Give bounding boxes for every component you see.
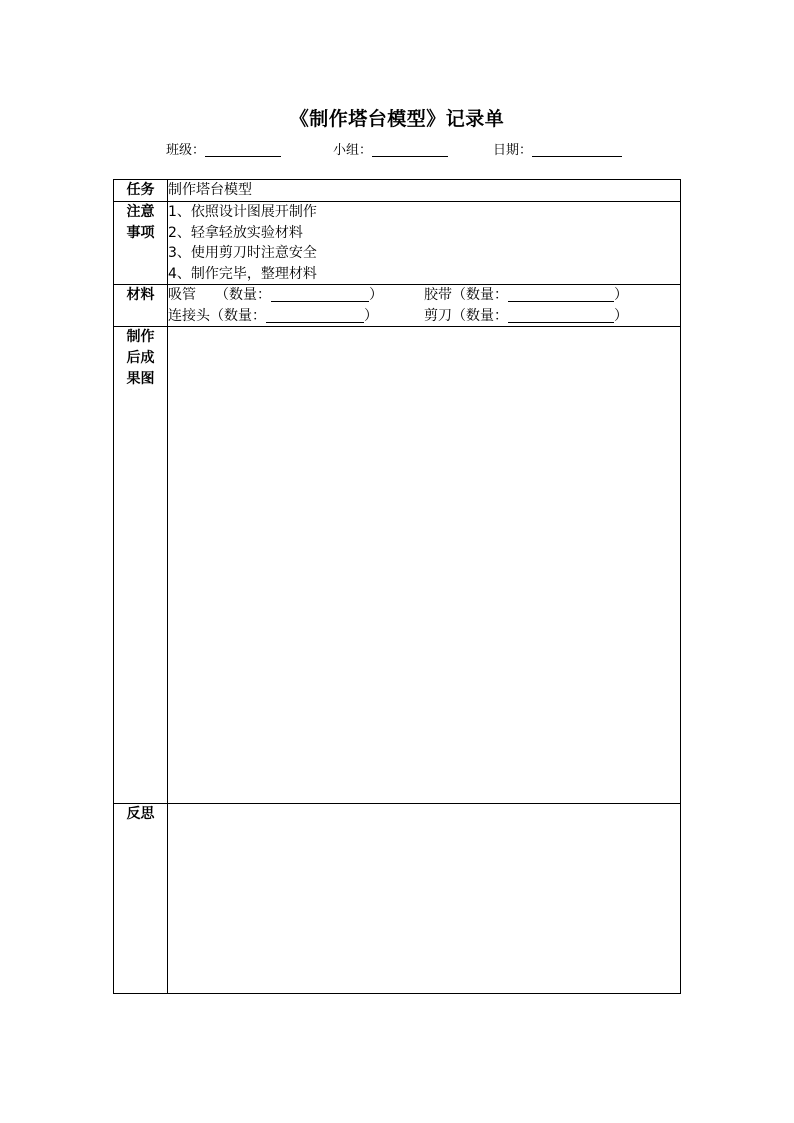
group-label: 小组： [333,143,373,158]
tape-qty-blank[interactable] [508,286,614,302]
qty-open: （数量： [452,307,508,324]
tape-entry [424,285,628,306]
class-label: 班级： [166,143,206,158]
scissors-entry [424,306,628,327]
qty-close: ） [614,307,628,324]
reflection-row [114,804,681,994]
scissors-qty-blank[interactable] [508,307,614,323]
straw-label: 吸管 [168,287,196,303]
qty-close: ） [364,307,378,324]
class-field [166,139,281,158]
notes-item: 2、轻拿轻放实验材料 [168,224,303,241]
straw-entry [168,285,383,306]
connector-label: 连接头 [168,307,210,324]
connector-qty-blank[interactable] [266,307,364,323]
header-fields [0,139,794,159]
straw-qty-blank[interactable] [271,286,369,302]
notes-label-line: 事项 [126,225,155,241]
task-value: 制作塔台模型 [168,180,681,202]
notes-row [114,202,681,285]
result-label-line: 制作 [126,329,155,345]
scissors-label: 剪刀 [424,307,452,324]
connector-entry [168,306,378,327]
qty-open: （数量： [215,287,271,303]
notes-label-line: 注意 [126,204,155,220]
result-drawing-area[interactable] [168,327,681,804]
result-label-line: 果图 [126,371,155,387]
notes-item: 4、制作完毕，整理材料 [168,265,317,282]
result-label-line: 后成 [126,350,155,366]
notes-list [168,202,681,285]
group-field [333,139,448,158]
materials-line [168,285,680,306]
record-table [113,179,681,994]
task-row [114,180,681,202]
qty-open: （数量： [210,307,266,324]
task-label: 任务 [114,180,168,202]
qty-close: ） [614,287,628,303]
qty-close: ） [369,287,383,303]
group-blank[interactable] [372,142,448,157]
qty-open: （数量： [452,287,508,303]
materials-cell [168,285,681,327]
result-row [114,327,681,804]
notes-item: 3、使用剪刀时注意安全 [168,245,317,261]
date-label: 日期： [493,143,533,158]
page-title: 《制作塔台模型》记录单 [289,108,505,130]
materials-line [168,306,680,327]
notes-item: 1、依照设计图展开制作 [168,204,317,220]
class-blank[interactable] [205,142,281,157]
result-label [114,327,168,804]
reflection-area[interactable] [168,804,681,994]
materials-row [114,285,681,327]
materials-label: 材料 [114,285,168,327]
notes-label [114,202,168,285]
tape-label: 胶带 [424,287,452,303]
date-blank[interactable] [532,142,622,157]
date-field [493,139,622,158]
reflection-label: 反思 [114,804,168,994]
